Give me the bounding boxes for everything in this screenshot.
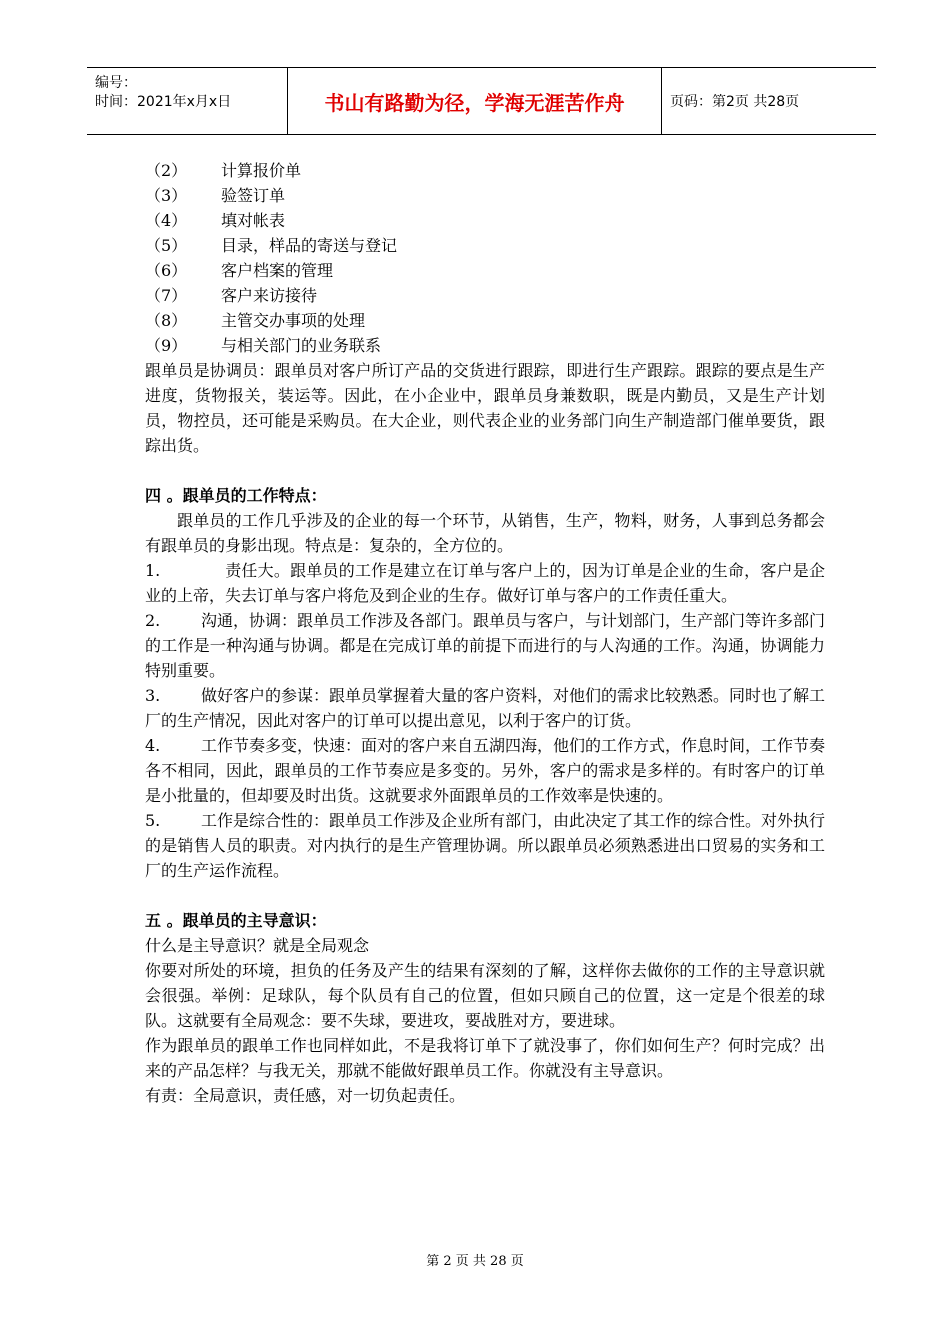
list-item-number: （7）: [145, 286, 188, 305]
feature-item-number: 2.: [145, 611, 161, 630]
duty-list: [145, 158, 825, 358]
feature-item: [145, 683, 825, 733]
feature-item-number: 4.: [145, 736, 161, 755]
feature-item-text: 沟通，协调：跟单员工作涉及各部门。跟单员与客户，与计划部门，生产部门等许多部门的工作是一种沟通与协调。都是在完成订单的前提下而进行的与人沟通的工作。沟通，协调能力特别重要。: [145, 611, 826, 680]
list-item-number: （3）: [145, 186, 188, 205]
list-item: [145, 233, 825, 258]
list-item: [145, 183, 825, 208]
feature-item-number: 1.: [145, 561, 161, 580]
list-item: [145, 208, 825, 233]
section4-heading: 四 。跟单员的工作特点：: [145, 486, 327, 505]
list-item-text: 计算报价单: [221, 161, 302, 180]
list-item-number: （5）: [145, 236, 188, 255]
list-item-text: 客户档案的管理: [221, 261, 334, 280]
section5-p3: 作为跟单员的跟单工作也同样如此，不是我将订单下了就没事了，你们如何生产？何时完成？出来的产品怎样？与我无关，那就不能做好跟单员工作。你就没有主导意识。: [145, 1036, 825, 1080]
header-motto: 书山有路勤为径，学海无涯苦作舟: [287, 68, 662, 134]
feature-item-text: 工作是综合性的：跟单员工作涉及企业所有部门，由此决定了其工作的综合性。对外执行的是销售人员的职责。对内执行的是生产管理协调。所以跟单员必须熟悉进出口贸易的实务和工厂的生产运作流程。: [145, 811, 826, 880]
section5-p4: 有责：全局意识，责任感，对一切负起责任。: [145, 1086, 466, 1105]
list-item: [145, 258, 825, 283]
feature-item: [145, 733, 825, 808]
feature-item: [145, 558, 825, 608]
list-item: [145, 333, 825, 358]
page-footer: 第 2 页 共 28 页: [426, 1254, 524, 1269]
feature-item: [145, 608, 825, 683]
list-item: [145, 158, 825, 183]
feature-item-number: 3.: [145, 686, 161, 705]
list-item-text: 目录，样品的寄送与登记: [221, 236, 398, 255]
list-item-text: 填对帐表: [221, 211, 286, 230]
section5-p1: 什么是主导意识？就是全局观念: [145, 936, 370, 955]
list-item-number: （9）: [145, 336, 188, 355]
document-body: [145, 158, 825, 1108]
list-item-text: 主管交办事项的处理: [221, 311, 366, 330]
feature-item-text: 做好客户的参谋：跟单员掌握着大量的客户资料，对他们的需求比较熟悉。同时也了解工厂的生产情况，因此对客户的订单可以提出意见，以利于客户的订货。: [145, 686, 826, 730]
section5-heading: 五 。跟单员的主导意识：: [145, 911, 327, 930]
list-item: [145, 308, 825, 333]
header-page-info: 页码：第2页 共28页: [670, 94, 800, 110]
section4-intro: 跟单员的工作几乎涉及的企业的每一个环节，从销售，生产，物料，财务，人事到总务都会有跟单员的身影出现。特点是：复杂的，全方位的。: [145, 511, 825, 555]
list-item-number: （4）: [145, 211, 188, 230]
time-label: 时间：2021年x月x日: [95, 94, 232, 110]
feature-item: [145, 808, 825, 883]
serial-label: 编号：: [95, 75, 137, 91]
feature-item-text: 责任大。跟单员的工作是建立在订单与客户上的，因为订单是企业的生命，客户是企业的上帝，失去订单与客户将危及到企业的生存。做好订单与客户的工作责任重大。: [145, 561, 825, 605]
feature-item-text: 工作节奏多变，快速：面对的客户来自五湖四海，他们的工作方式，作息时间，工作节奏各不相同，因此，跟单员的工作节奏应是多变的。另外，客户的需求是多样的。有时客户的订单是小批量的，但却要及时出货。这就要求外面跟单员的工作效率是快速的。: [145, 736, 826, 805]
list-item: [145, 283, 825, 308]
section5-p2: 你要对所处的环境，担负的任务及产生的结果有深刻的了解，这样你去做你的工作的主导意识就会很强。举例：足球队，每个队员有自己的位置，但如只顾自己的位置，这一定是个很差的球队。这就要有全局观念：要不失球，要进攻，要战胜对方，要进球。: [145, 961, 825, 1030]
coordinator-paragraph: 跟单员是协调员：跟单员对客户所订产品的交货进行跟踪，即进行生产跟踪。跟踪的要点是生产进度，货物报关，装运等。因此，在小企业中，跟单员身兼数职，既是内勤员，又是生产计划员，物控员，还可能是采购员。在大企业，则代表企业的业务部门向生产制造部门催单要货，跟踪出货。: [145, 361, 825, 455]
list-item-number: （8）: [145, 311, 188, 330]
section4-list: [145, 558, 825, 883]
feature-item-number: 5.: [145, 811, 161, 830]
list-item-text: 验签订单: [221, 186, 286, 205]
page-header: [87, 67, 876, 135]
list-item-number: （6）: [145, 261, 188, 280]
header-meta: [87, 68, 287, 134]
list-item-text: 客户来访接待: [221, 286, 318, 305]
list-item-number: （2）: [145, 161, 188, 180]
list-item-text: 与相关部门的业务联系: [221, 336, 382, 355]
